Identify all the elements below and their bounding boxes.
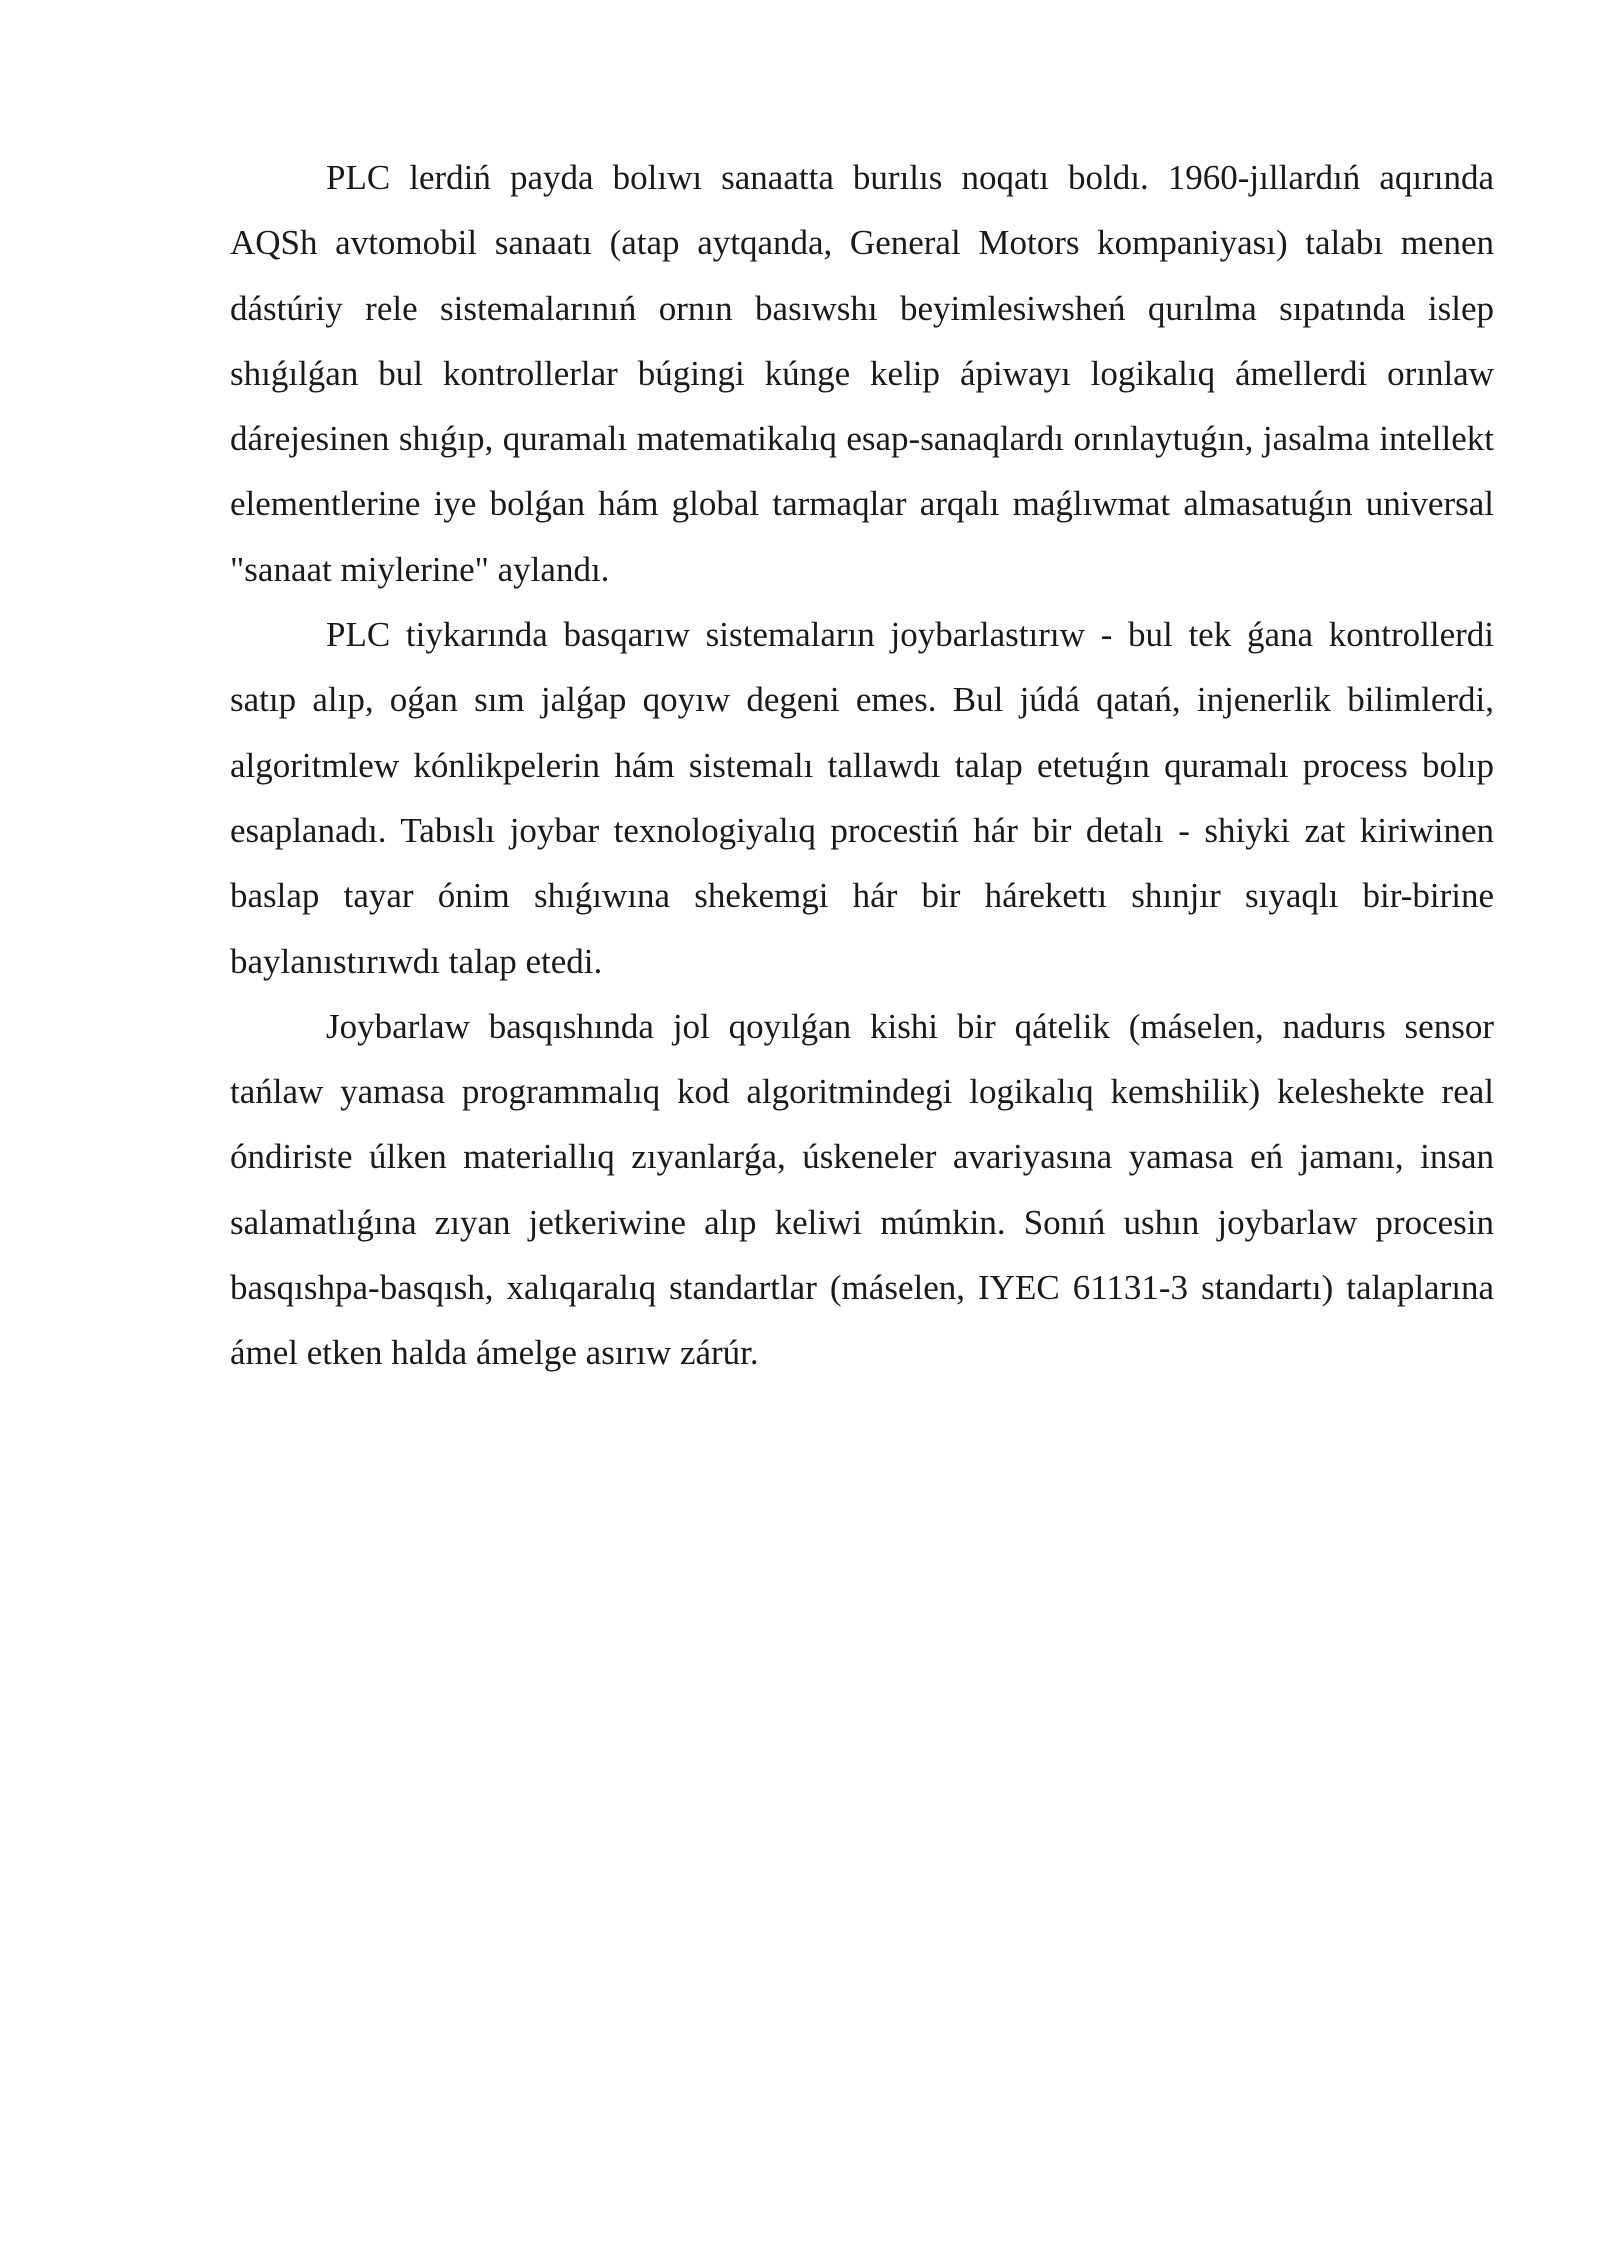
paragraph-3: Joybarlaw basqıshında jol qoyılǵan kishi bir qátelik (máselen, nadurıs sensor tańlaw yamasa programmalıq kod algoritmindegi logikalıq kemshilik) keleshekte real óndiriste úlken materiallıq zıyanlarǵa, úskeneler avariyasına yamasa eń jamanı, insan salamatlıǵına zıyan jetkeriwine alıp keliwi múmkin. Sonıń ushın joybarlaw procesin basqıshpa-basqısh, xalıqaralıq standartlar (máselen, IYEC 61131-3 standartı) talaplarına ámel etken halda ámelge asırıw zárúr. — [230, 1006, 1494, 1373]
paragraph-2: PLC tiykarında basqarıw sistemaların joybarlastırıw - bul tek ǵana kontrollerdi satıp alıp, oǵan sım jalǵap qoyıw degeni emes. Bul júdá qatań, injenerlik bilimlerdi, algoritmlew kónlikpelerin hám sistemalı tallawdı talap etetuǵın quramalı process bolıp esaplanadı. Tabıslı joybar texnologiyalıq procestiń hár bir detalı - shiyki zat kiriwinen baslap tayar ónim shıǵıwına shekemgi hár bir hárekettı shınjır sıyaqlı bir-birine baylanıstırıwdı talap etedi. — [230, 615, 1494, 981]
body-text — [230, 145, 1494, 1386]
paragraph-1: PLC lerdiń payda bolıwı sanaatta burılıs noqatı boldı. 1960-jıllardıń aqırında AQSh avtomobil sanaatı (atap aytqanda, General Motors kompaniyası) talabı menen dástúriy rele sistemalarınıń ornın basıwshı beyimlesiwsheń qurılma sıpatında islep shıǵılǵan bul kontrollerlar búgingi kúnge kelip ápiwayı logikalıq ámellerdi orınlaw dárejesinen shıǵıp, quramalı matematikalıq esap-sanaqlardı orınlaytuǵın, jasalma intellekt elementlerine iye bolǵan hám global tarmaqlar arqalı maǵlıwmat almasatuǵın universal "sanaat miylerine" aylandı. — [230, 158, 1494, 589]
